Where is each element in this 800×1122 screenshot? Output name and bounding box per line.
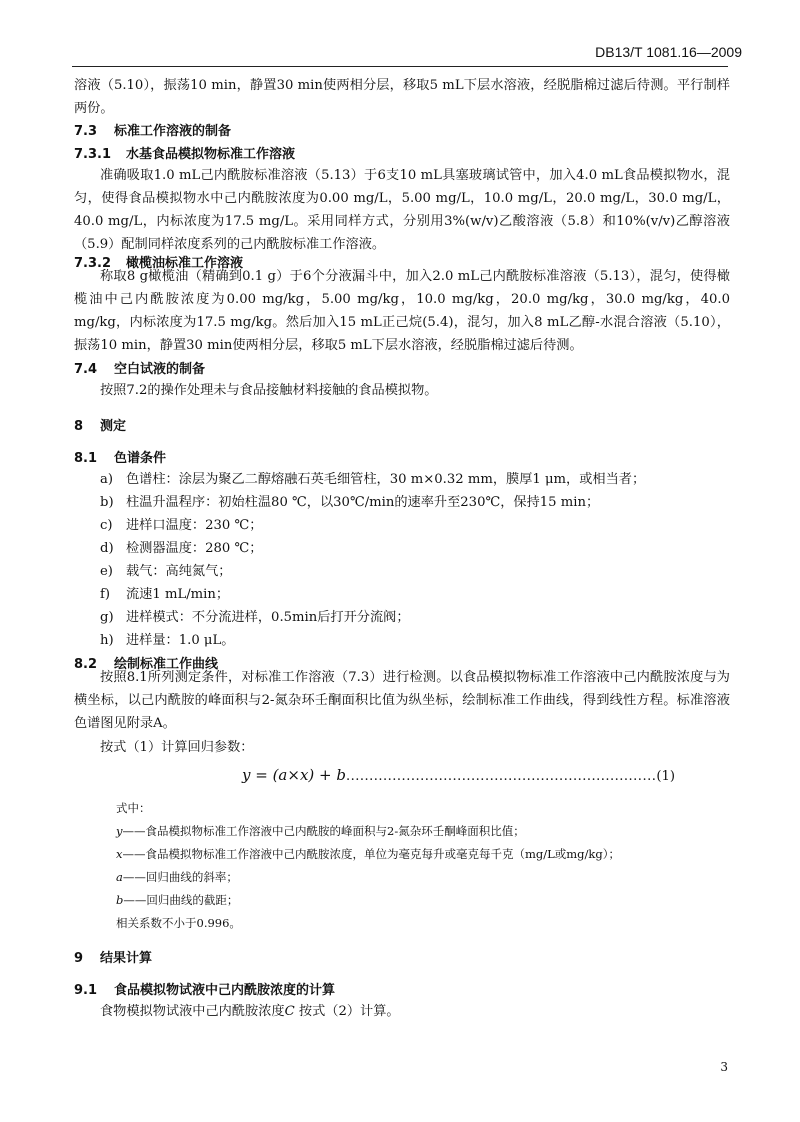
header-rule [72, 66, 728, 67]
section-7-3-heading: 7.3 标准工作溶液的制备 [74, 124, 232, 139]
formula-line [242, 765, 675, 788]
variable-definition: x——食品模拟物标准工作溶液中己内酰胺浓度，单位为毫克每升或毫克每千克（mg/L或mg/kg）； [116, 847, 620, 861]
section-9-1-body: 食物模拟物试液中己内酰胺浓度C 按式（2）计算。 [100, 1004, 400, 1019]
section-7-3-1-body: 准确吸取1.0 mL己内酰胺标准溶液（5.13）于6支10 mL具塞玻璃试管中，加入4.0 mL食品模拟物水，混匀，使得食品模拟物水中己内酰胺浓度为0.00 mg/L，5.00 mg/L，10.0 mg/L，20.0 mg/L，30.0 mg/L，40.0 mg/L，内标浓度为17.5 mg/L。采用同样方式，分别用3%(w/v)乙酸溶液（5.8）和10%(v/v)乙醇溶液（5.9）配制同样浓度系列的己内酰胺标准工作溶液。 [74, 168, 730, 252]
correlation-note: 相关系数不小于0.996。 [116, 916, 241, 930]
list-item: h) 进样量：1.0 μL。 [100, 633, 235, 648]
list-item: d) 检测器温度：280 ℃； [100, 541, 263, 556]
section-8-2-heading: 8.2 绘制标准工作曲线 [74, 657, 219, 672]
section-7-3-2-heading: 7.3.2 橄榄油标准工作溶液 [74, 256, 244, 271]
variable-definition: y——食品模拟物标准工作溶液中己内酰胺的峰面积与2-氮杂环壬酮峰面积比值； [116, 824, 525, 838]
section-9-1-heading: 9.1 食品模拟物试液中己内酰胺浓度的计算 [74, 983, 336, 998]
formula: y = (a×x) + b [242, 766, 346, 784]
list-item: b) 柱温升温程序：初始柱温80 ℃，以30℃/min的速率升至230℃，保持15 min； [100, 495, 600, 510]
formula-intro: 按式（1）计算回归参数： [100, 740, 254, 755]
section-7-4-heading: 7.4 空白试液的制备 [74, 362, 206, 377]
page-number: 3 [720, 1060, 728, 1074]
section-8-heading: 8 测定 [74, 419, 127, 434]
section-7-3-2-body: 称取8 g橄榄油（精确到0.1 g）于6个分液漏斗中，加入2.0 mL己内酰胺标准溶液（5.13），混匀，使得橄榄油中己内酰胺浓度为0.00 mg/kg，5.00 mg/kg，10.0 mg/kg，20.0 mg/kg，30.0 mg/kg，40.0 mg/kg，内标浓度为17.5 mg/kg。然后加入15 mL正己烷(5.4)，混匀，加入8 mL乙醇-水混合溶液（5.10），振荡10 min，静置30 min使两相分层，移取5 mL下层水溶液，经脱脂棉过滤后待测。 [74, 269, 730, 353]
section-8-1-heading: 8.1 色谱条件 [74, 451, 167, 466]
document-id: DB13/T 1081.16—2009 [595, 44, 742, 60]
variable-definition: b——回归曲线的截距； [116, 893, 239, 907]
list-item: a) 色谱柱：涂层为聚乙二醇熔融石英毛细管柱，30 m×0.32 mm，膜厚1 μm，或相当者； [100, 472, 646, 487]
list-item: e) 载气：高纯氮气； [100, 564, 232, 579]
list-item: g) 进样模式：不分流进样，0.5min后打开分流阀； [100, 610, 410, 625]
variable-definition: a——回归曲线的斜率； [116, 870, 238, 884]
list-item: f) 流速1 mL/min； [100, 587, 230, 602]
formula-number: (1) [656, 769, 676, 784]
section-7-4-body: 按照7.2的操作处理未与食品接触材料接触的食品模拟物。 [100, 383, 438, 398]
section-8-2-body: 按照8.1所列测定条件，对标准工作溶液（7.3）进行检测。以食品模拟物标准工作溶液中己内酰胺浓度与为横坐标，以己内酰胺的峰面积与2-氮杂环壬酮面积比值为纵坐标，绘制标准工作曲线，得到线性方程。标准溶液色谱图见附录A。 [74, 670, 730, 731]
leader-dots: ................................................................... [345, 769, 657, 784]
where-label: 式中： [116, 801, 151, 815]
list-item: c) 进样口温度：230 ℃； [100, 518, 263, 533]
paragraph: 溶液（5.10），振荡10 min，静置30 min使两相分层，移取5 mL下层水溶液，经脱脂棉过滤后待测。平行制样两份。 [74, 78, 730, 116]
section-9-heading: 9 结果计算 [74, 951, 153, 966]
section-7-3-1-heading: 7.3.1 水基食品模拟物标准工作溶液 [74, 147, 296, 162]
